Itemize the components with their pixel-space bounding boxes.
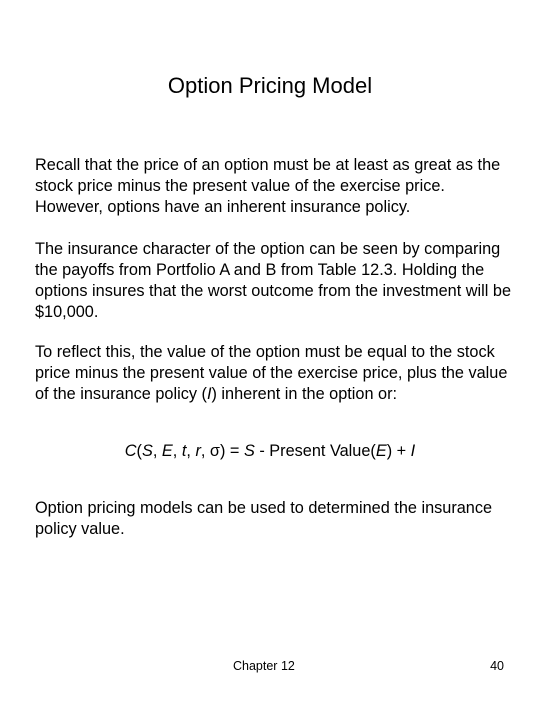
formula-s: S <box>141 442 153 460</box>
slide-title: Option Pricing Model <box>167 73 373 98</box>
formula-sep: , <box>200 442 210 460</box>
formula-r: r <box>195 442 201 460</box>
formula-sep: , <box>186 442 196 460</box>
formula-c: C <box>124 442 137 460</box>
formula-s2: S <box>243 442 255 460</box>
formula-sep: , <box>172 442 182 460</box>
formula-sep: , <box>152 442 162 460</box>
paragraph-insurance-character: The insurance character of the option can be seen by comparing the payoffs from Portfolio A and B from Table 12.3. Holding the options insures that the worst outcome from the investment will be $10,000. <box>35 240 511 321</box>
formula-e: E <box>161 442 173 460</box>
formula-open: ( <box>136 442 142 460</box>
formula-i: I <box>410 442 416 460</box>
paragraph-closing: Option pricing models can be used to determined the insurance policy value. <box>35 499 493 538</box>
paragraph-reflect <box>35 342 515 405</box>
footer-chapter: Chapter 12 <box>233 659 295 673</box>
paragraph-reflect-text-end: ) inherent in the option or: <box>211 385 398 403</box>
insurance-variable: I <box>206 385 212 403</box>
formula-sigma: σ <box>209 442 220 460</box>
option-value-formula <box>0 441 540 462</box>
footer-page-number: 40 <box>490 659 504 673</box>
paragraph-reflect-text-start: To reflect this, the value of the option must be equal to the stock price minus the present value of the exercise price, plus the value of the insurance policy ( <box>35 343 508 403</box>
formula-plus: ) + <box>386 442 411 460</box>
formula-t: t <box>181 442 187 460</box>
formula-e2: E <box>375 442 387 460</box>
formula-equals: ) = <box>219 442 244 460</box>
formula-present-value: - Present Value( <box>254 442 376 460</box>
paragraph-recall: Recall that the price of an option must be at least as great as the stock price minus the present value of the exercise price. However, options have an inherent insurance policy. <box>35 156 501 216</box>
